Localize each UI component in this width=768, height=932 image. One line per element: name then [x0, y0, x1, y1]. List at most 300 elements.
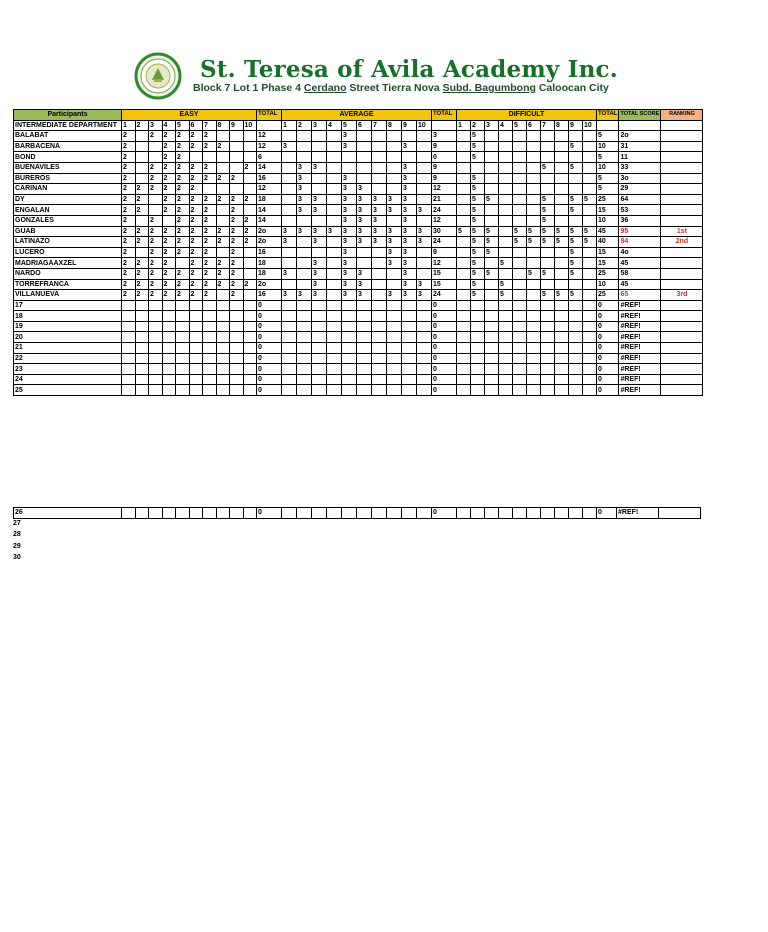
score-table [13, 109, 703, 396]
easy-score: 2 [122, 226, 136, 237]
average-score: 3 [342, 215, 357, 226]
easy-score: 2 [135, 279, 149, 290]
easy-score [243, 353, 257, 364]
easy-total: 14 [257, 205, 282, 216]
difficult-score [555, 205, 569, 216]
average-score [282, 162, 297, 173]
difficult-score: 5 [471, 194, 485, 205]
difficult-score: 5 [569, 268, 583, 279]
easy-total: 6 [257, 152, 282, 163]
difficult-score: 5 [471, 184, 485, 195]
easy-score [135, 247, 149, 258]
difficult-score [457, 279, 471, 290]
easy-score: 2 [122, 205, 136, 216]
easy-score [176, 508, 190, 519]
difficult-score [527, 258, 541, 269]
average-score [417, 311, 432, 322]
ranking [661, 258, 703, 269]
easy-score [230, 152, 244, 163]
easy-score [149, 385, 163, 396]
difficult-score: 5 [471, 152, 485, 163]
difficult-score [485, 311, 499, 322]
difficult-score [457, 374, 471, 385]
easy-score [216, 131, 230, 142]
ranking [661, 152, 703, 163]
average-score [312, 508, 327, 519]
easy-score: 2 [189, 279, 203, 290]
difficult-score [457, 184, 471, 195]
difficult-score [527, 141, 541, 152]
average-score: 3 [402, 173, 417, 184]
average-score [282, 152, 297, 163]
difficult-score [527, 385, 541, 396]
total-score: #REF! [619, 300, 661, 311]
average-score [417, 353, 432, 364]
easy-score [243, 173, 257, 184]
table-row [14, 131, 703, 142]
easy-score: 2 [176, 268, 190, 279]
difficult-total: 0 [597, 385, 619, 396]
easy-score: 2 [203, 205, 217, 216]
average-score [327, 215, 342, 226]
difficult-total: 0 [597, 353, 619, 364]
easy-score: 2 [176, 279, 190, 290]
difficult-score [569, 508, 583, 519]
table-row [14, 173, 703, 184]
difficult-score [555, 162, 569, 173]
easy-score [189, 374, 203, 385]
easy-score [243, 321, 257, 332]
average-score [402, 131, 417, 142]
difficult-score [499, 152, 513, 163]
difficult-score [527, 364, 541, 375]
participant-name: 23 [14, 364, 122, 375]
average-score [372, 258, 387, 269]
ranking [661, 247, 703, 258]
easy-score: 2 [230, 226, 244, 237]
easy-score: 2 [243, 279, 257, 290]
easy-score [135, 321, 149, 332]
difficult-score [499, 508, 513, 519]
ranking [661, 364, 703, 375]
difficult-score [485, 162, 499, 173]
difficult-score [499, 332, 513, 343]
table-row [14, 279, 703, 290]
difficult-score: 5 [513, 226, 527, 237]
total-score: 58 [619, 268, 661, 279]
difficult-score [583, 364, 597, 375]
participant-name: TORREFRANCA [14, 279, 122, 290]
easy-score [203, 311, 217, 322]
average-score [342, 508, 357, 519]
easy-score: 2 [162, 237, 176, 248]
average-score: 3 [312, 237, 327, 248]
table-row [14, 385, 703, 396]
difficult-score: 5 [583, 226, 597, 237]
table-row [14, 152, 703, 163]
table-row [14, 343, 703, 354]
easy-score: 2 [176, 215, 190, 226]
difficult-score: 5 [471, 226, 485, 237]
difficult-score [513, 194, 527, 205]
easy-score: 2 [243, 215, 257, 226]
average-score: 3 [357, 194, 372, 205]
difficult-score [569, 364, 583, 375]
difficult-score [555, 343, 569, 354]
easy-score [216, 152, 230, 163]
row-number: 28 [13, 531, 21, 539]
easy-total: 0 [257, 321, 282, 332]
average-score [327, 385, 342, 396]
easy-score [189, 300, 203, 311]
difficult-score [485, 184, 499, 195]
average-score [327, 343, 342, 354]
average-score [402, 385, 417, 396]
easy-score [216, 215, 230, 226]
average-total: 0 [432, 353, 457, 364]
difficult-score [485, 141, 499, 152]
average-score: 3 [417, 237, 432, 248]
easy-score [189, 152, 203, 163]
difficult-score [583, 258, 597, 269]
easy-score [230, 162, 244, 173]
difficult-score: 5 [471, 268, 485, 279]
difficult-score [485, 508, 499, 519]
average-score [417, 332, 432, 343]
easy-score [230, 508, 244, 519]
participants-header: Participants [14, 110, 122, 121]
difficult-score [485, 385, 499, 396]
average-score: 3 [402, 194, 417, 205]
average-score: 3 [297, 290, 312, 301]
average-score [372, 152, 387, 163]
difficult-score [457, 194, 471, 205]
average-score [357, 364, 372, 375]
easy-score: 2 [135, 268, 149, 279]
difficult-score: 5 [471, 131, 485, 142]
easy-score [203, 152, 217, 163]
easy-score [122, 508, 136, 519]
average-score: 3 [342, 290, 357, 301]
easy-score [122, 321, 136, 332]
difficult-total: 0 [597, 343, 619, 354]
easy-score [122, 374, 136, 385]
difficult-score [457, 205, 471, 216]
easy-score [203, 385, 217, 396]
easy-score: 2 [189, 258, 203, 269]
difficult-score [499, 364, 513, 375]
difficult-score [457, 162, 471, 173]
easy-score [162, 364, 176, 375]
difficult-total: 10 [597, 279, 619, 290]
difficult-score [457, 508, 471, 519]
average-score [372, 374, 387, 385]
easy-score [122, 385, 136, 396]
easy-score [216, 364, 230, 375]
average-score [282, 508, 297, 519]
easy-score [230, 385, 244, 396]
difficult-score [527, 321, 541, 332]
easy-score: 2 [135, 205, 149, 216]
easy-score: 2 [216, 173, 230, 184]
average-score [372, 321, 387, 332]
difficult-score [485, 258, 499, 269]
difficult-score [513, 205, 527, 216]
average-score [297, 385, 312, 396]
average-score [327, 332, 342, 343]
question-number: 5 [513, 120, 527, 131]
difficult-score: 5 [471, 237, 485, 248]
difficult-score [555, 364, 569, 375]
difficult-score [513, 385, 527, 396]
average-score: 3 [417, 226, 432, 237]
ranking [661, 279, 703, 290]
question-number: 7 [541, 120, 555, 131]
average-score: 3 [312, 290, 327, 301]
easy-score [176, 332, 190, 343]
participant-name: LATINAZO [14, 237, 122, 248]
easy-score: 2 [135, 290, 149, 301]
easy-score: 2 [162, 152, 176, 163]
average-score [282, 311, 297, 322]
participant-name: ENGALAN [14, 205, 122, 216]
average-total: 0 [432, 364, 457, 375]
table-row [14, 215, 703, 226]
total-score: #REF! [619, 311, 661, 322]
difficult-score [541, 508, 555, 519]
average-score: 3 [342, 194, 357, 205]
average-score [327, 508, 342, 519]
table-row [14, 268, 703, 279]
average-score [357, 321, 372, 332]
easy-score [203, 332, 217, 343]
average-total: 0 [432, 508, 457, 519]
difficult-score [541, 173, 555, 184]
participant-name: BALABAT [14, 131, 122, 142]
ranking [661, 215, 703, 226]
average-score [357, 162, 372, 173]
easy-score: 2 [189, 247, 203, 258]
easy-score: 2 [203, 173, 217, 184]
easy-score [135, 311, 149, 322]
difficult-score [555, 258, 569, 269]
easy-score [162, 343, 176, 354]
average-score: 3 [402, 226, 417, 237]
easy-score: 2 [162, 141, 176, 152]
average-score [402, 300, 417, 311]
average-score: 3 [357, 268, 372, 279]
easy-score [162, 332, 176, 343]
average-score: 3 [342, 258, 357, 269]
question-number: 9 [402, 120, 417, 131]
average-score [372, 290, 387, 301]
easy-score [135, 162, 149, 173]
total-score: #REF! [619, 364, 661, 375]
easy-score [162, 215, 176, 226]
average-score: 3 [312, 194, 327, 205]
average-score [297, 152, 312, 163]
total-score: 84 [619, 237, 661, 248]
difficult-score [569, 321, 583, 332]
difficult-score [471, 343, 485, 354]
easy-score [243, 131, 257, 142]
average-score [312, 353, 327, 364]
easy-score: 2 [203, 141, 217, 152]
difficult-score [583, 374, 597, 385]
difficult-score [457, 173, 471, 184]
average-score [312, 247, 327, 258]
average-score: 3 [372, 226, 387, 237]
table-row [14, 184, 703, 195]
difficult-total: 0 [597, 374, 619, 385]
easy-total: 16 [257, 247, 282, 258]
difficult-score: 5 [569, 290, 583, 301]
average-score [357, 332, 372, 343]
difficult-total: 0 [597, 321, 619, 332]
average-score: 3 [357, 290, 372, 301]
average-score [402, 321, 417, 332]
difficult-score: 5 [527, 268, 541, 279]
easy-score: 2 [149, 184, 163, 195]
average-score [387, 279, 402, 290]
difficult-score [513, 374, 527, 385]
easy-score: 2 [243, 226, 257, 237]
difficult-total: 25 [597, 268, 619, 279]
average-score: 3 [312, 205, 327, 216]
difficult-score: 5 [471, 247, 485, 258]
question-number: 7 [372, 120, 387, 131]
easy-score: 2 [162, 268, 176, 279]
easy-score [149, 300, 163, 311]
ranking [661, 332, 703, 343]
difficult-score [541, 332, 555, 343]
easy-score [243, 268, 257, 279]
average-score [357, 258, 372, 269]
difficult-score: 5 [555, 226, 569, 237]
difficult-score [583, 321, 597, 332]
easy-score: 2 [162, 290, 176, 301]
average-score [297, 279, 312, 290]
easy-total: 14 [257, 215, 282, 226]
average-score: 3 [342, 247, 357, 258]
easy-score: 2 [243, 194, 257, 205]
easy-total: 0 [257, 353, 282, 364]
table-row [14, 364, 703, 375]
difficult-score [555, 131, 569, 142]
easy-score [149, 332, 163, 343]
table-row [14, 300, 703, 311]
difficult-score: 5 [499, 258, 513, 269]
easy-total: 14 [257, 162, 282, 173]
easy-score: 2 [149, 290, 163, 301]
average-score [312, 385, 327, 396]
question-number: 5 [176, 120, 190, 131]
average-score [282, 332, 297, 343]
average-score: 3 [402, 141, 417, 152]
total-score: 29 [619, 184, 661, 195]
easy-score [122, 300, 136, 311]
average-score [402, 343, 417, 354]
average-score [297, 374, 312, 385]
difficult-score [541, 279, 555, 290]
question-number: 10 [243, 120, 257, 131]
difficult-score [457, 258, 471, 269]
average-score [312, 173, 327, 184]
difficult-score [457, 343, 471, 354]
average-score: 3 [357, 237, 372, 248]
easy-score: 2 [149, 247, 163, 258]
difficult-score: 5 [541, 194, 555, 205]
easy-score [216, 205, 230, 216]
easy-score [243, 332, 257, 343]
average-score [327, 131, 342, 142]
difficult-score [555, 279, 569, 290]
table-row [14, 237, 703, 248]
easy-total: 18 [257, 268, 282, 279]
easy-score [243, 385, 257, 396]
average-score [282, 184, 297, 195]
easy-score [149, 508, 163, 519]
average-score [387, 215, 402, 226]
average-score: 3 [402, 279, 417, 290]
average-total: 0 [432, 321, 457, 332]
easy-total: 0 [257, 311, 282, 322]
easy-score [230, 364, 244, 375]
easy-score: 2 [122, 162, 136, 173]
easy-score [243, 343, 257, 354]
average-score: 3 [342, 237, 357, 248]
easy-score [243, 290, 257, 301]
average-score: 3 [387, 258, 402, 269]
difficult-score [555, 374, 569, 385]
difficult-score [569, 279, 583, 290]
difficult-score [569, 131, 583, 142]
easy-score [243, 247, 257, 258]
difficult-score [583, 343, 597, 354]
lower-score-table [13, 507, 701, 519]
difficult-score [583, 353, 597, 364]
average-score [282, 279, 297, 290]
difficult-score: 5 [471, 205, 485, 216]
average-score [387, 332, 402, 343]
easy-score: 2 [122, 279, 136, 290]
average-score [402, 332, 417, 343]
difficult-score [527, 247, 541, 258]
difficult-total: 0 [597, 300, 619, 311]
average-score [387, 311, 402, 322]
average-total: 12 [432, 258, 457, 269]
average-score [327, 279, 342, 290]
average-score [312, 374, 327, 385]
average-total: 30 [432, 226, 457, 237]
average-score [372, 364, 387, 375]
ranking [661, 385, 703, 396]
easy-score: 2 [149, 131, 163, 142]
difficult-score [569, 374, 583, 385]
easy-score: 2 [189, 184, 203, 195]
difficult-score: 5 [485, 247, 499, 258]
question-number: 8 [216, 120, 230, 131]
average-total: 15 [432, 268, 457, 279]
easy-score [230, 321, 244, 332]
difficult-score [569, 332, 583, 343]
difficult-score [527, 311, 541, 322]
table-row [14, 508, 701, 519]
average-score: 3 [297, 162, 312, 173]
difficult-score [513, 508, 527, 519]
average-score: 3 [312, 279, 327, 290]
average-total: 15 [432, 279, 457, 290]
